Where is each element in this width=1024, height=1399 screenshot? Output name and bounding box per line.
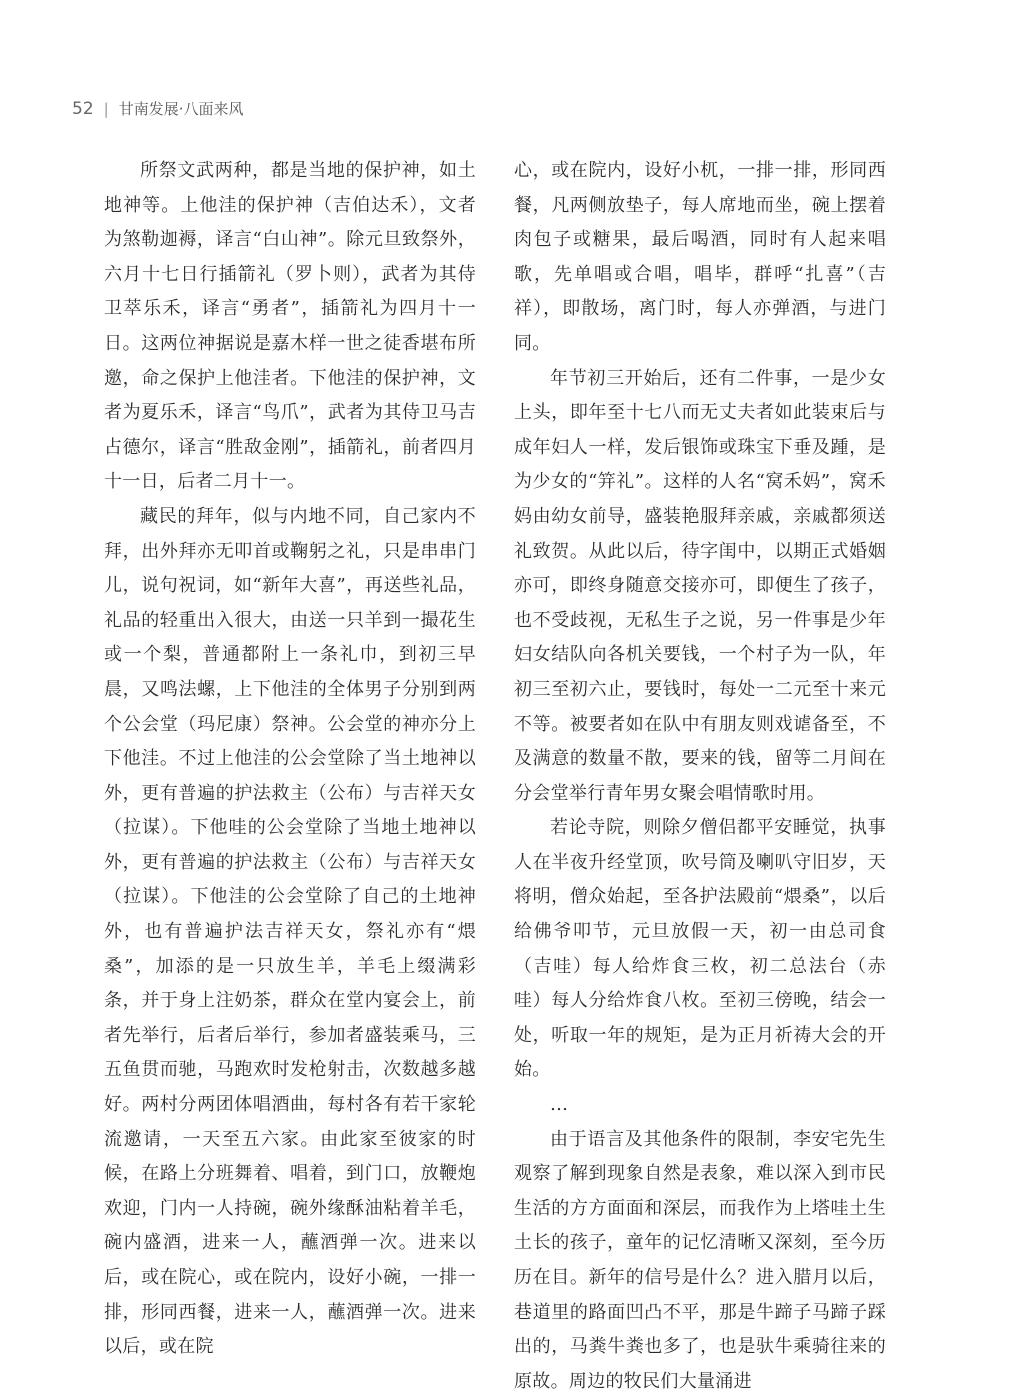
section-title: 甘南发展·八面来风 bbox=[118, 100, 244, 118]
header-separator: | bbox=[103, 99, 109, 118]
ellipsis: … bbox=[550, 1094, 569, 1116]
paragraph: 由于语言及其他条件的限制，李安宅先生观察了解到现象自然是表象，难以深入到市民生活的方方面面和深层，而我作为上塔哇土生土长的孩子，童年的记忆清晰又深刻，至今历历在目。新年的信号是什么？进入腊月以后，巷道里的路面凹凸不平，那是牛蹄子马蹄子踩出的，马粪牛粪也多了，也是驮牛乘骑往来的原故。周边的牧民们大量涌进 bbox=[514, 1128, 886, 1392]
left-column bbox=[104, 154, 476, 1365]
right-column bbox=[514, 154, 886, 1399]
paragraph: 年节初三开始后，还有二件事，一是少女上头，即年至十七八而无丈夫者如此装束后与成年妇人一样，发后银饰或珠宝下垂及踵，是为少女的“笄礼”。这样的人名“窝禾妈”，窝禾妈由幼女前导，盛装艳服拜亲戚，亲戚都须送礼致贺。从此以后，待字闺中，以期正式婚姻亦可，即终身随意交接亦可，即便生了孩子，也不受歧视，无私生子之说，另一件事是少年妇女结队向各机关要钱，一个村子为一队，年初三至初六止，要钱时，每处一二元至十来元不等。被要者如在队中有朋友则戏谑备至，不及满意的数量不散，要来的钱，留等二月间在分会堂举行青年男女聚会唱情歌时用。 bbox=[514, 367, 886, 804]
page-number: 52 bbox=[72, 98, 94, 119]
paragraph: 若论寺院，则除夕僧侣都平安睡觉，执事人在半夜升经堂顶，吹号筒及喇叭守旧岁，天将明，僧众始起，至各护法殿前“煨桑”，以后给佛爷叩节，元旦放假一天，初一由总司食（吉哇）每人给炸食三枚，初二总法台（赤哇）每人分给炸食八枚。至初三傍晚，结会一处，听取一年的规矩，是为正月祈祷大会的开始。 bbox=[514, 817, 886, 1081]
paragraph: 藏民的拜年，似与内地不同，自己家内不拜，出外拜亦无叩首或鞠躬之礼，只是串串门儿，说句祝词，如“新年大喜”，再送些礼品，礼品的轻重出入很大，由送一只羊到一撮花生或一个梨，普通都附上一条礼巾，到初三早晨，又鸣法螺，上下他洼的全体男子分别到两个公会堂（玛尼康）祭神。公会堂的神亦分上下他洼。不过上他洼的公会堂除了当土地神以外，更有普遍的护法救主（公布）与吉祥天女（拉谋）。下他哇的公会堂除了当地土地神以外，更有普遍的护法救主（公布）与吉祥天女（拉谋）。下他洼的公会堂除了自己的土地神外，也有普遍护法吉祥天女，祭礼亦有“煨桑”，加添的是一只放生羊，羊毛上缀满彩条，并于身上注奶茶，群众在堂内宴会上，前者先举行，后者后举行，参加者盛装乘马，三五鱼贯而驰，马跑欢时发枪射击，次数越多越好。两村分两团体唱酒曲，每村各有若干家轮流邀请，一天至五六家。由此家至彼家的时候，在路上分班舞着、唱着，到门口，放鞭炮欢迎，门内一人持碗，碗外缘酥油粘着羊毛，碗内盛酒，进来一人，蘸酒弹一次。进来以后，或在院心，或在院内，设好小碗，一排一排，形同西餐，进来一人，蘸酒弹一次。进来以后，或在院 bbox=[104, 505, 476, 1358]
paragraph: 所祭文武两种，都是当地的保护神，如土地神等。上他洼的保护神（吉伯达禾），文者为煞勒迦褥，译言“白山神”。除元旦致祭外，六月十七日行插箭礼（罗卜则），武者为其侍卫萃乐禾，译言“勇者”，插箭礼为四月十一日。这两位神据说是嘉木样一世之徒香堪布所邀，命之保护上他洼者。下他洼的保护神，文者为夏乐禾，译言“鸟爪”，武者为其侍卫马吉占德尔，译言“胜敌金刚”，插箭礼，前者四月十一日，后者二月十一。 bbox=[104, 160, 476, 493]
running-header bbox=[72, 98, 243, 119]
paragraph: 心，或在院内，设好小杌，一排一排，形同西餐，凡两侧放垫子，每人席地而坐，碗上摆着肉包子或糖果，最后喝酒，同时有人起来唱歌，先单唱或合唱，唱毕，群呼“扎喜”（吉祥），即散场，离门时，每人亦弹酒，与进门同。 bbox=[514, 160, 886, 354]
